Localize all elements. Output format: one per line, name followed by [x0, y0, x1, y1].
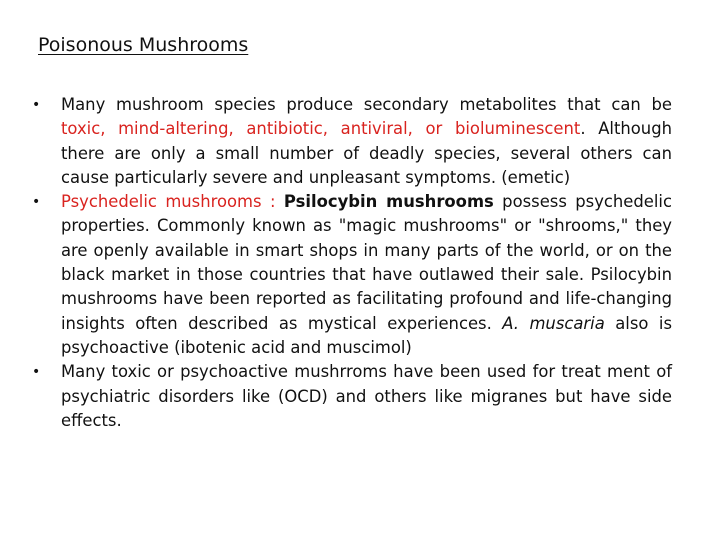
bullet-label: Psychedelic mushrooms : [61, 192, 284, 212]
slide-title: Poisonous Mushrooms [38, 34, 249, 56]
bullet-dot: • [32, 364, 41, 381]
species-name: A. muscaria [502, 313, 605, 333]
psilocybin-term: Psilocybin mushrooms [283, 192, 494, 212]
bullet-text: Many mushroom species produce secondary metabolites that can be [61, 95, 672, 114]
bullet-text: also is psychoactive (ibotenic acid and muscimol) [61, 313, 672, 357]
bullet-list [32, 93, 672, 433]
bullet-text: possess psychedelic properties. Commonly known as "magic mushrooms" or "shrooms," they are openly available in smart shops in many parts of the world, or on the black market in those countries that have outlawed their sale. Psilocybin mushrooms have been reported as facilitating profound and life-changing insights often described as mystical experiences. [61, 192, 672, 333]
bullet-text: Many toxic or psychoactive mushrroms have been used for treat ment of psychiatric disorders like (OCD) and others like migranes but have side effects. [61, 362, 672, 430]
bullet-dot: • [32, 97, 41, 113]
bullet-text: . Although there are only a small number of deadly species, several others can cause particularly severe and unpleasant symptoms. (emetic) [61, 119, 672, 187]
bullet-psychedelic-mushrooms [32, 190, 672, 360]
bullet-dot: • [32, 194, 41, 211]
bullet-toxic-metabolites [32, 93, 672, 190]
bullet-medical-use [32, 360, 672, 433]
highlighted-properties: toxic, mind-altering, antibiotic, antiviral, or bioluminescent [61, 119, 581, 139]
